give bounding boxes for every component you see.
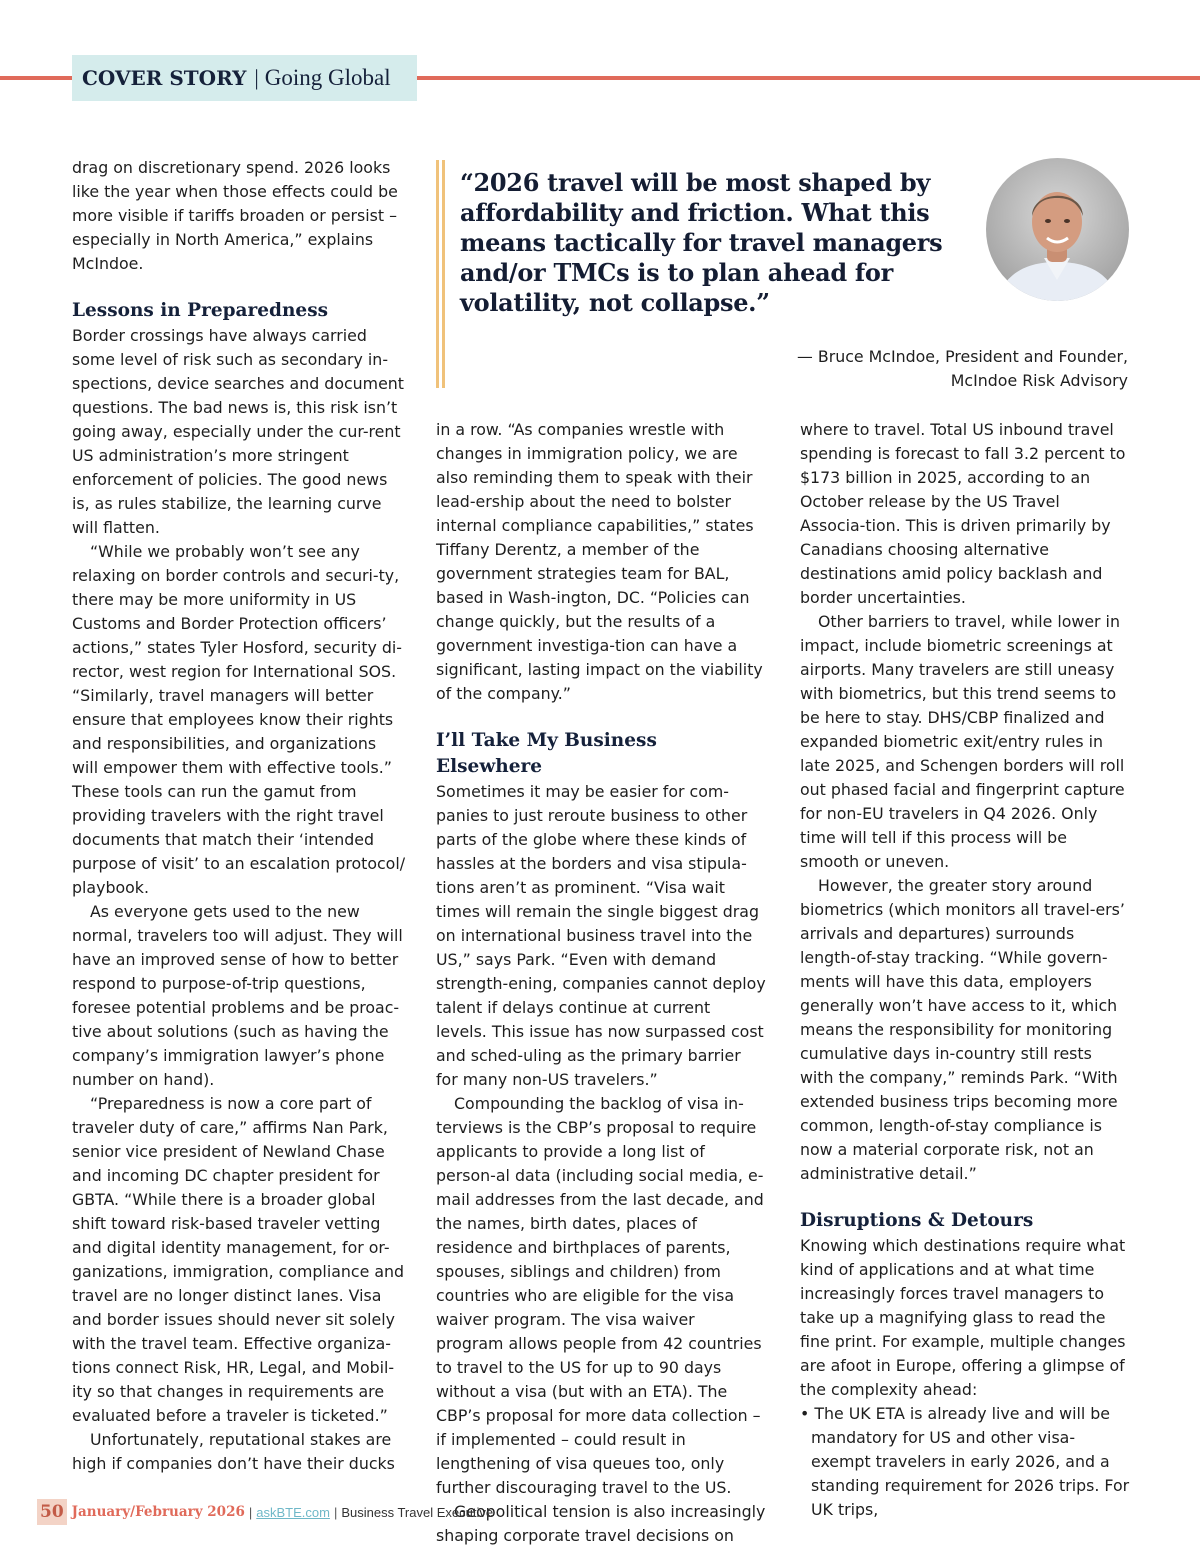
header-rule-right: [417, 76, 1200, 80]
paragraph: where to travel. Total US inbound travel spending is forecast to fall 3.2 percent to $173 billion in 2025, according to an October release by the US Travel Associa-tion. This is driven primarily by Canadians choosing alternative destinations amid policy backlash and border uncertainties.: [800, 420, 1126, 607]
list-item: • The UK ETA is already live and will be mandatory for US and other visa-exempt travelers in early 2026, and a standing requirement for 2026 trips. For UK trips,: [800, 1404, 1130, 1519]
paragraph: Compounding the backlog of visa in-terviews is the CBP’s proposal to require applicants to provide a long list of person-al data (including social media, e-mail addresses from the last decade, and the names, birth dates, places of residence and birthplaces of parents, spouses, siblings and children) from countries who are eligible for the visa waiver program. The visa waiver program allows people from 42 countries to travel to the US for up to 90 days without a visa (but with an ETA). The CBP’s proposal for more data collection – if implemented – could result in lengthening of visa queues too, only further discouraging travel to the US.: [436, 1094, 764, 1497]
issue-date: January/February 2026: [71, 1504, 245, 1520]
paragraph: “Preparedness is now a core part of traveler duty of care,” affirms Nan Park, senior vice president of Newland Chase and incoming DC chapter president for GBTA. “While there is a broader global shift toward risk-based traveler vetting and digital identity management, for or-ganizations, immigration, compliance and travel are no longer distinct lanes. Visa and border issues should never sit solely with the travel team. Effective organiza-tions connect Risk, HR, Legal, and Mobil-ity so that changes in requirements are evaluated before a traveler is ticketed.”: [72, 1094, 405, 1425]
subheading-take-my-business-elsewhere: I’ll Take My Business Elsewhere: [436, 730, 657, 777]
portrait-photo: [986, 158, 1129, 301]
header-separator: |: [254, 65, 259, 90]
subheading-lessons-in-preparedness: Lessons in Preparedness: [72, 300, 329, 321]
section-header: [72, 55, 417, 101]
pull-quote-text: “2026 travel will be most shaped by affordability and friction. What this means tactically for travel managers and/or TMCs is to plan ahead for volatility, not collapse.”: [460, 168, 943, 317]
paragraph: Sometimes it may be easier for com-panies to just reroute business to other parts of the globe where these kinds of hassles at the borders and visa stipula-tions aren’t as prominent. “Visa wait times will remain the single biggest drag on international business travel into the US,” says Park. “Even with demand strength-ening, companies cannot deploy talent if delays continue at current levels. This issue has now surpassed cost and sched-uling as the primary barrier for many non-US travelers.”: [436, 782, 766, 1089]
paragraph: Other barriers to travel, while lower in impact, include biometric screenings at airports. Many travelers are still uneasy with biometrics, but this trend seems to be here to stay. DHS/CBP finalized and expanded biometric exit/entry rules in late 2025, and Schengen borders will roll out phased facial and fingerprint capture for non-EU travelers in Q4 2026. Only time will tell if this process will be smooth or uneven.: [800, 612, 1125, 871]
paragraph: Border crossings have always carried some level of risk such as secondary in-spections, device searches and document questions. The bad news is, this risk isn’t going away, especially under the cur-rent US administration’s more stringent enforcement of policies. The good news is, as rules stabilize, the learning curve will flatten.: [72, 326, 404, 537]
bullet-list: [800, 1402, 1130, 1522]
paragraph: drag on discretionary spend. 2026 looks like the year when those effects could be more visible if tariffs broaden or persist – especially in North America,” explains McIndoe.: [72, 158, 398, 273]
footer-separator: |: [333, 1504, 338, 1520]
publication-name: Business Travel Executive: [341, 1504, 494, 1520]
page-footer: [37, 1497, 493, 1527]
header-rule-left: [0, 76, 72, 80]
paragraph: As everyone gets used to the new normal, travelers too will adjust. They will have an improved sense of how to better respond to purpose-of-trip questions, foresee potential problems and be proac-tive about solutions (such as having the company’s immigration lawyer’s phone number on hand).: [72, 902, 403, 1089]
column-3: [800, 418, 1130, 1522]
subheading-disruptions-and-detours: Disruptions & Detours: [800, 1210, 1034, 1231]
section-title: COVER STORY: [82, 66, 247, 90]
paragraph: “While we probably won’t see any relaxing on border controls and securi-ty, there may be more uniformity in US Customs and Border Protection officers’ actions,” states Tyler Hosford, security di-rector, west region for International SOS. “Similarly, travel managers will better ensure that employees know their rights and responsibilities, and organizations will empower them with effective tools.” These tools can run the gamut from providing travelers with the right travel documents that match their ‘intended purpose of visit’ to an escalation protocol/ playbook.: [72, 542, 406, 897]
pull-quote-attribution: [797, 345, 1128, 393]
column-2: [436, 418, 766, 1548]
page-number: 50: [37, 1499, 67, 1525]
paragraph: in a row. “As companies wrestle with changes in immigration policy, we are also reminding them to speak with their lead-ership about the need to bolster internal compliance capabilities,” states Tiffany Derentz, a member of the government strategies team for BAL, based in Wash-ington, DC. “Policies can change quickly, but the results of a government investiga-tion can have a significant, lasting impact on the viability of the company.”: [436, 420, 763, 703]
attribution-name: — Bruce McIndoe, President and Founder,: [797, 347, 1128, 366]
section-subtitle: Going Global: [264, 65, 391, 90]
paragraph: However, the greater story around biometrics (which monitors all travel-ers’ arrivals and departures) surrounds length-of-stay tracking. “While govern-ments will have this data, employers generally won’t have access to it, which means the responsibility for monitoring cumulative days in-country still rests with the company,” reminds Park. “With extended business trips becoming more common, length-of-stay compliance is now a material corporate risk, not an administrative detail.”: [800, 876, 1125, 1183]
paragraph: Geopolitical tension is also increasingly shaping corporate travel decisions on: [436, 1502, 766, 1545]
attribution-company: McIndoe Risk Advisory: [950, 371, 1128, 390]
paragraph: Unfortunately, reputational stakes are high if companies don’t have their ducks: [72, 1430, 395, 1473]
footer-separator: |: [248, 1504, 253, 1520]
site-link[interactable]: askBTE.com: [256, 1504, 330, 1520]
pull-quote-bar: [436, 160, 446, 388]
paragraph: Knowing which destinations require what kind of applications and at what time increasingly forces travel managers to take up a magnifying glass to read the fine print. For example, multiple changes are afoot in Europe, offering a glimpse of the complexity ahead:: [800, 1236, 1126, 1399]
column-1: [72, 156, 407, 1476]
